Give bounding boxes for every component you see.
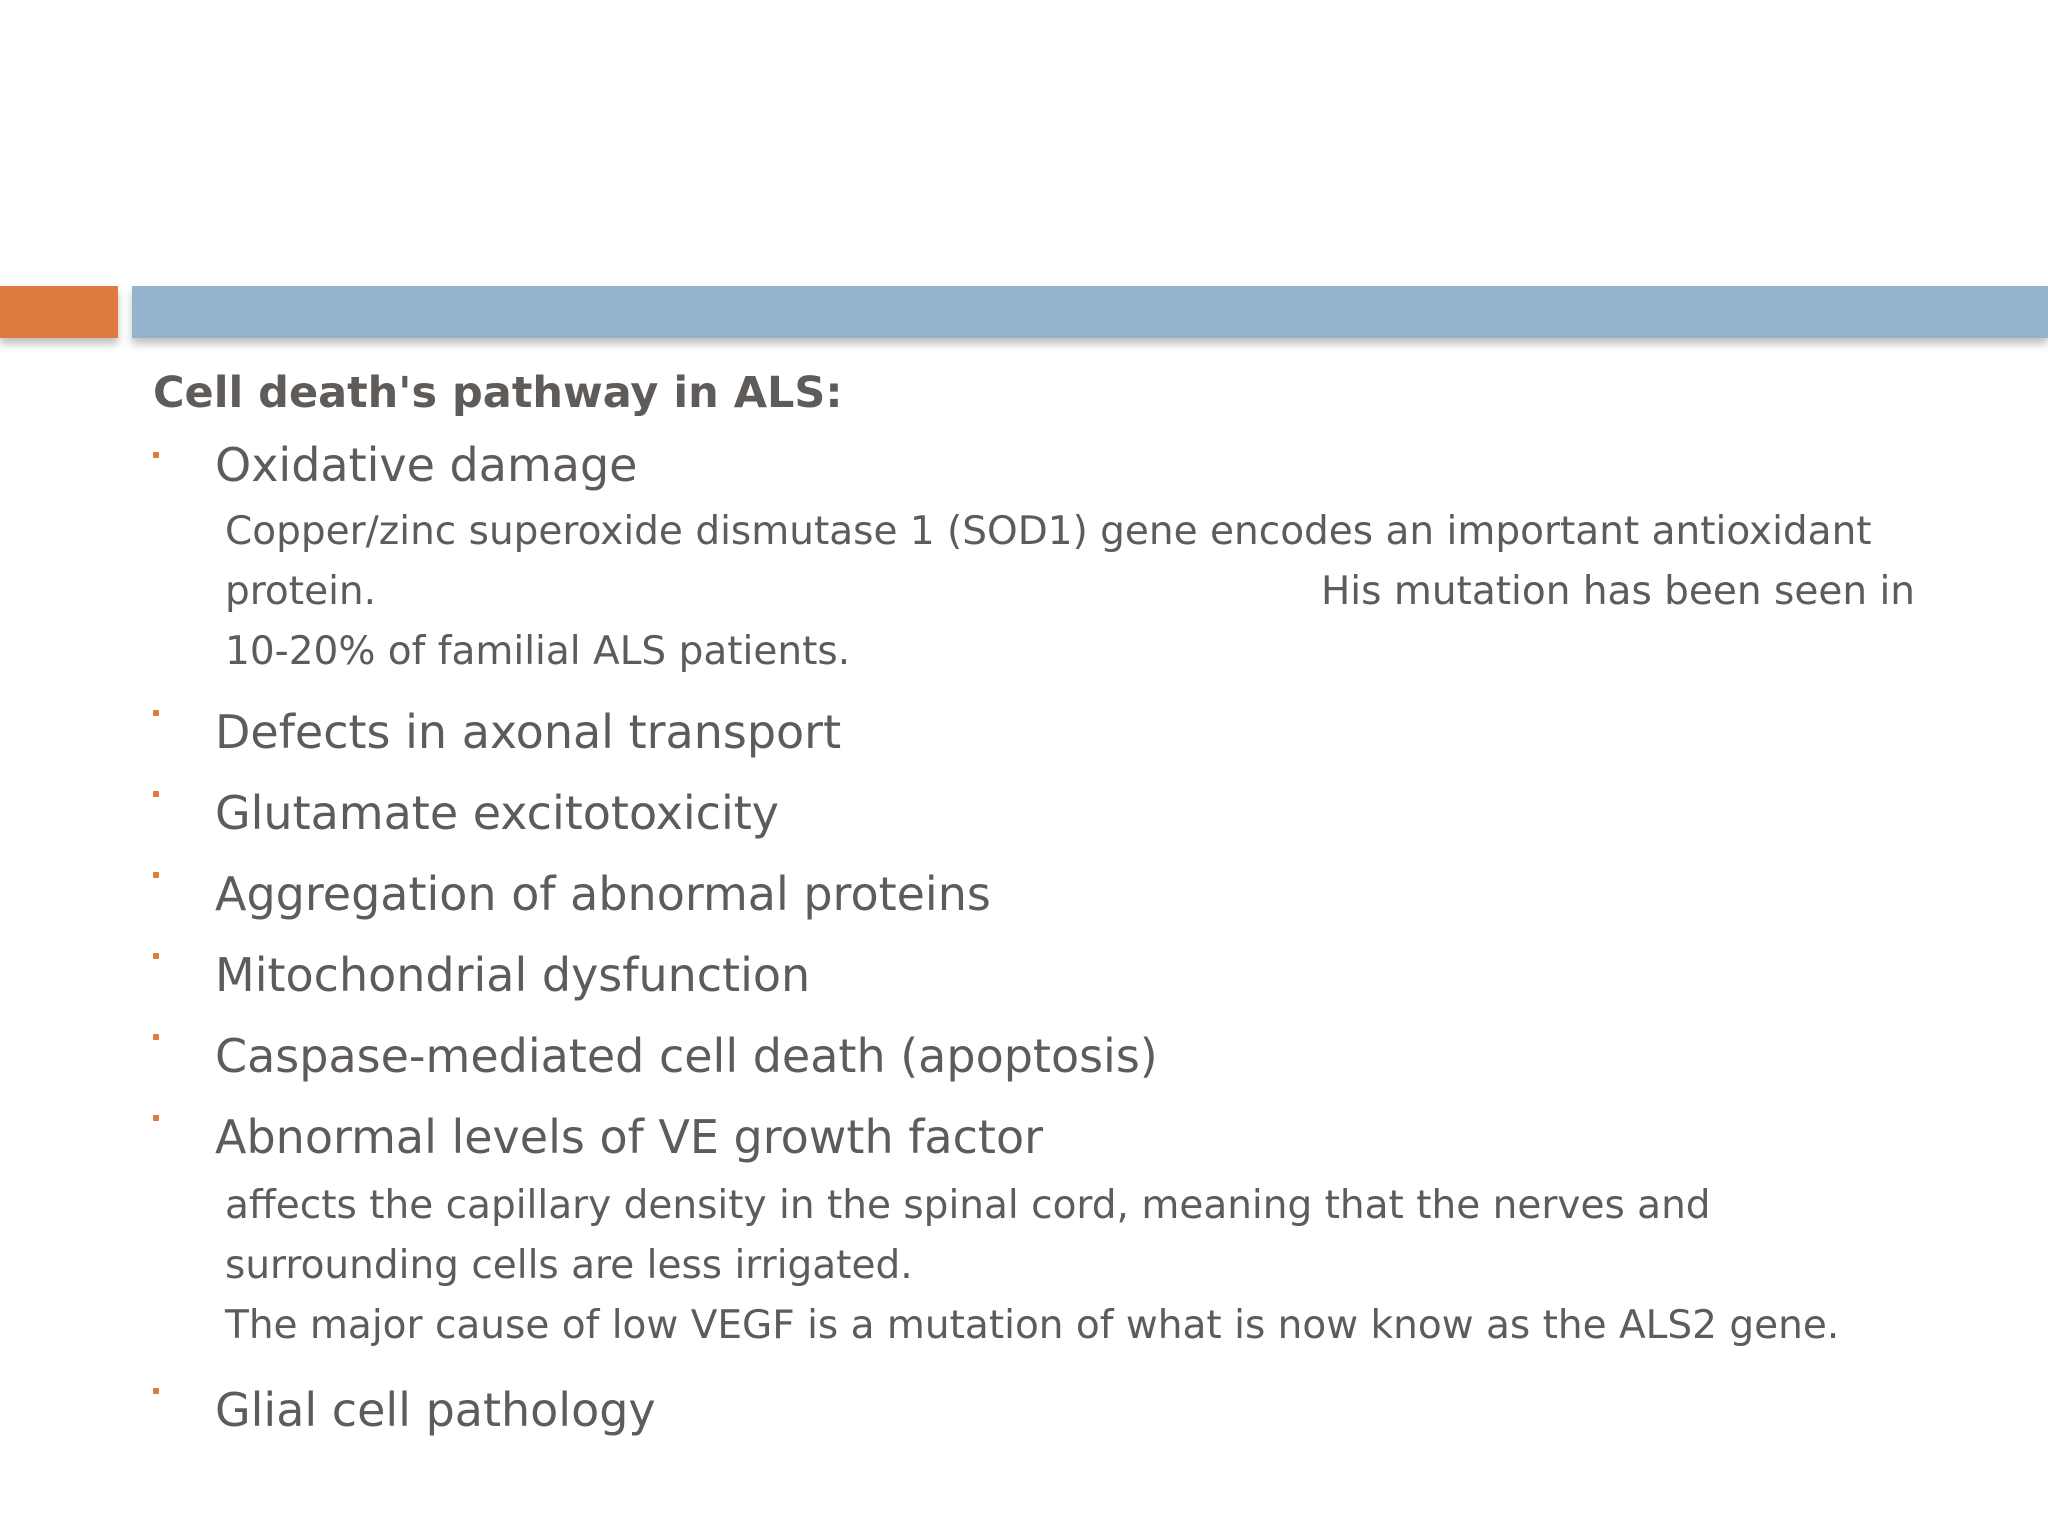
- bullet-label: Glial cell pathology: [215, 1383, 656, 1437]
- bullet-item-oxidative-damage: [153, 434, 1953, 504]
- bullet-label: Caspase-mediated cell death (apoptosis): [215, 1029, 1158, 1083]
- bullet-icon: [153, 1388, 159, 1394]
- bullet-icon: [153, 452, 159, 458]
- detail-line-left: protein.: [225, 569, 377, 614]
- detail-line-right: His mutation has been seen in: [1320, 569, 1915, 614]
- sod1-detail: [225, 502, 1925, 682]
- detail-line: The major cause of low VEGF is a mutation of what is now know as the ALS2 gene.: [225, 1303, 1840, 1348]
- bullet-label: Oxidative damage: [215, 438, 638, 492]
- bullet-item-apoptosis: [153, 1016, 1953, 1097]
- vegf-detail: [225, 1176, 1925, 1356]
- bullet-item-glial-pathology: [153, 1370, 1953, 1451]
- detail-line: affects the capillary density in the spinal cord, meaning that the nerves and: [225, 1183, 1711, 1228]
- bullet-label: Mitochondrial dysfunction: [215, 948, 811, 1002]
- bullet-label: Defects in axonal transport: [215, 705, 842, 759]
- bullet-item-abnormal-proteins: [153, 854, 1953, 935]
- bullet-icon: [153, 1034, 159, 1040]
- bullet-label: Glutamate excitotoxicity: [215, 786, 780, 840]
- bullet-icon: [153, 953, 159, 959]
- bullet-item-axonal-transport: [153, 692, 1953, 773]
- detail-line-split: [225, 562, 1915, 622]
- slide-content: [153, 368, 1953, 1451]
- detail-line: Copper/zinc superoxide dismutase 1 (SOD1) gene encodes an important antioxidant: [225, 509, 1872, 554]
- bullet-icon: [153, 710, 159, 716]
- bullet-item-mitochondrial-dysfunction: [153, 935, 1953, 1016]
- bullet-item-glutamate-excitotoxicity: [153, 773, 1953, 854]
- bullet-icon: [153, 872, 159, 878]
- header-accent-orange-bar: [0, 286, 118, 338]
- bullet-item-vegf: [153, 1097, 1953, 1178]
- detail-line: 10-20% of familial ALS patients.: [225, 629, 851, 674]
- header-accent-blue-bar: [132, 286, 2048, 338]
- bullet-label: Aggregation of abnormal proteins: [215, 867, 991, 921]
- bullet-icon: [153, 791, 159, 797]
- bullet-label: Abnormal levels of VE growth factor: [215, 1110, 1043, 1164]
- slide-heading: Cell death's pathway in ALS:: [153, 368, 843, 418]
- bullet-icon: [153, 1115, 159, 1121]
- detail-line: surrounding cells are less irrigated.: [225, 1243, 913, 1288]
